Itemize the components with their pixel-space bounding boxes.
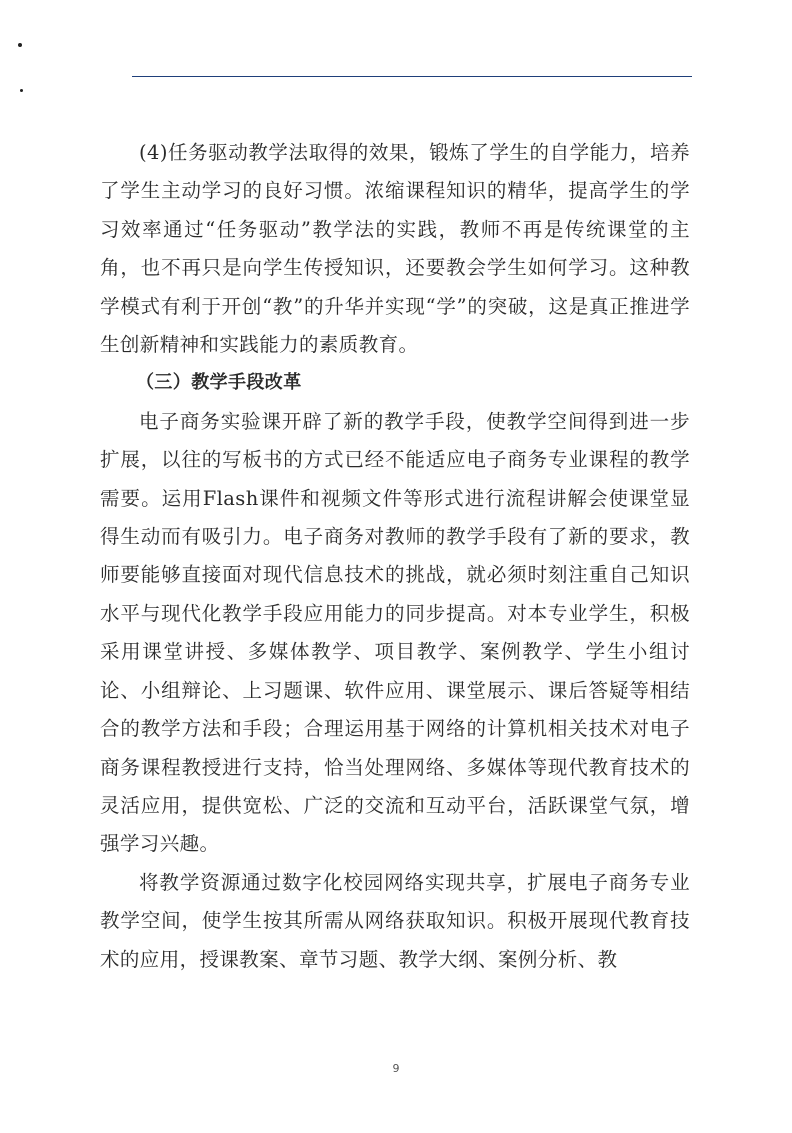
paragraph-resource-sharing: 将教学资源通过数字化校园网络实现共享，扩展电子商务专业教学空间，使学生按其所需从网络获取知识。积极开展现代教育技术的应用，授课教案、章节习题、教学大纲、案例分析、教 — [100, 870, 690, 971]
paragraph-teaching-means: 电子商务实验课开辟了新的教学手段，使教学空间得到进一步扩展，以往的写板书的方式已经不能适应电子商务专业课程的教学需要。运用Flash课件和视频文件等形式进行流程讲解会使课堂显得生动而有吸引力。电子商务对教师的教学手段有了新的要求，教师要能够直接面对现代信息技术的挑战，就必须时刻注重自己知识水平与现代化教学手段应用能力的同步提高。对本专业学生，积极采用课堂讲授、多媒体教学、项目教学、案例教学、学生小组讨论、小组辩论、上习题课、软件应用、课堂展示、课后答疑等相结合的教学方法和手段；合理运用基于网络的计算机相关技术对电子商务课程教授进行支持，恰当处理网络、多媒体等现代教育技术的灵活应用，提供宽松、广泛的交流和互动平台，活跃课堂气氛，增强学习兴趣。 — [100, 409, 690, 856]
section-heading: （三）教学手段改革 — [136, 372, 302, 394]
header-rule — [132, 76, 692, 77]
scan-mark — [20, 89, 23, 92]
scan-mark — [18, 43, 22, 47]
paragraph-task-driven-effect: (4)任务驱动教学法取得的效果，锻炼了学生的自学能力，培养了学生主动学习的良好习惯。浓缩课程知识的精华，提高学生的学习效率通过“任务驱动”教学法的实践，教师不再是传统课堂的主角，也不再只是向学生传授知识，还要教会学生如何学习。这种教学模式有利于开创“教”的升华并实现“学”的突破，这是真正推进学生创新精神和实践能力的素质教育。 — [100, 141, 690, 357]
page-number: 9 — [392, 1062, 400, 1075]
body-text — [100, 134, 690, 979]
